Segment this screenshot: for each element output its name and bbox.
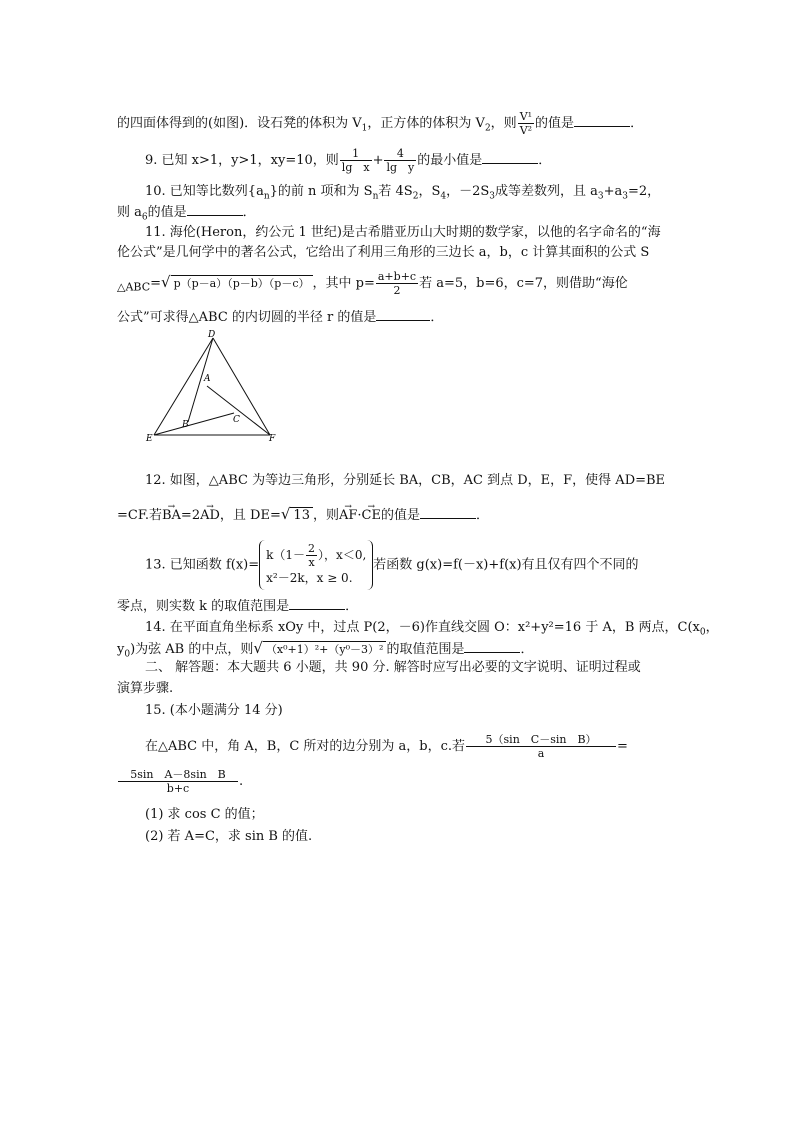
vector-ba: → BA [162,507,181,525]
p15-f1-num: 5（sin C－sin B） [466,733,616,747]
p10-t3: 若 4S [378,184,413,199]
p8-v2-sub: 2 [484,123,491,134]
p11-l4: 公式”可求得△ABC 的内切圆的半径 r 的值是 [117,310,377,325]
p13-c1-frac [306,542,317,569]
p9-frac-2 [384,147,416,174]
problem-15-question-1: (1) 求 cos C 的值； [145,807,264,822]
section-2-heading-line-2: 演算步骤. [117,681,174,696]
p10-t5: ，－2S [446,184,490,199]
line-ec [154,413,234,435]
p10-t8: =2， [628,184,661,199]
p9-tail: 的最小值是 [417,153,483,168]
p11-answer-blank [376,308,430,321]
p10-t6: 成等差数列，且 a [495,184,598,199]
p8-answer-blank [574,114,630,127]
p14-l1-sub: 0 [699,627,706,638]
p9-f2-num: 4 [384,147,416,161]
label-a: A [204,374,211,384]
p13-case-2: x²－2k，x ≥ 0. [266,571,353,585]
p11-eq: = [150,276,162,291]
p8-text-b: ，正方体的体积为 V [367,116,485,131]
label-b: B [182,420,189,430]
p15-text: 在△ABC 中，角 A，B，C 所对的边分别为 a，b，c.若 [145,739,466,754]
p13-c1-den: x [308,556,315,569]
p8-text-a: 的四面体得到的(如图)．设石凳的体积为 V [117,116,362,131]
p12-l2a: =CF.若 [117,508,162,523]
p9-plus: + [372,153,384,168]
p15-frac-2 [118,768,238,795]
p13-c1-num: 2 [308,542,316,555]
p10-l2a: 则 a [117,205,142,220]
p10-end: ． [242,205,256,220]
sqrt-icon: √ [161,273,171,291]
label-e: E [146,434,153,444]
p10-s4: 4 [440,191,447,202]
p15-frac-1 [466,733,616,760]
vector-af: → AF [339,507,357,525]
label-d: D [208,330,216,340]
p12-l2c: ，则 [312,508,339,523]
p15-f2-num: 5sin A－8sin B [118,768,238,782]
p13-c1a: k（1－ [266,548,306,562]
p14-l2a: y [117,642,125,657]
p10-t1: 10. 已知等比数列{a [145,184,264,199]
p9-f2-den: lg y [386,161,415,174]
p11-sub-abc: △ABC [117,280,151,294]
p8-v1-sub: 1 [361,123,368,134]
p11-sqrt-inner: p（p－a）（p－b）（p－c） [171,275,313,291]
p15-eq: = [617,739,628,754]
sqrt-icon: √ [280,505,291,523]
p8-text-c: ，则 [490,116,517,131]
p14-l1: 14. 在平面直角坐标系 xOy 中，过点 P(2，－6)作直线交圆 O：x²+y²=16 于 A，B 两点，C(x [145,620,700,635]
p12-eq2: =2 [180,508,201,523]
p13-c1-tail: ），x＜0, [318,548,367,562]
p11-after: 若 a=5，b=6，c=7，则借助“海伦 [419,276,628,291]
problem-10-line-1 [145,183,660,201]
problem-13-line-2 [117,597,358,616]
p9-end: ． [538,153,552,168]
p13-l2: 零点，则实数 k 的取值范围是 [117,599,290,614]
p13-case-1 [266,542,366,569]
p11-p-den: 2 [393,284,401,297]
p14-answer-blank [464,640,520,653]
sqrt-icon: √ [253,639,263,657]
p9-lead: 9. 已知 x>1，y>1，xy=10，则 [145,153,339,168]
p10-s2: n [372,191,379,202]
p11-p-frac [376,270,418,297]
piecewise-function [259,540,373,590]
p10-t2: }的前 n 项和为 S [269,184,373,199]
p13-end: ． [345,599,359,614]
p12-l2d: 的值是 [380,508,420,523]
p10-answer-blank [187,203,243,216]
p14-l1b: ， [705,620,719,635]
p10-s7: 3 [622,191,629,202]
p8-text-d: 的值是 [535,116,575,131]
p13-lead: 13. 已知函数 f(x)= [145,557,260,573]
problem-13-line-1 [145,540,639,590]
section-2-heading-line-1: 二、 解答题：本大题共 6 小题，共 90 分. 解答时应写出必要的文字说明、证明过程或 [145,660,641,675]
triangle-figure [140,328,290,446]
p10-t4: ，S [418,184,441,199]
problem-14-line-1 [145,619,719,637]
problem-15-question-2: (2) 若 A=C，求 sin B 的值. [145,829,313,844]
line-af [207,386,270,435]
label-f: F [269,434,276,444]
label-c: C [233,415,240,425]
p11-p-num: a+b+c [377,270,417,283]
problem-8-line [117,110,643,137]
p12-dot: · [357,508,362,523]
p12-l2b: ，且 DE= [219,508,281,523]
line-df [213,338,270,435]
p14-sqrt-inner: （x⁰+1）²+（y⁰－3）² [263,641,387,657]
p10-l2-sub: 6 [141,212,148,223]
p15-f1-den: a [537,747,545,760]
vector-ce: → CE [362,507,381,525]
p12-sqrt13: 13 [290,507,313,523]
p15-f2-den: b+c [166,782,190,795]
p15-f2-end: . [239,774,244,789]
p10-t7: +a [603,184,623,199]
p13-tail: 若函数 g(x)=f(－x)+f(x)有且仅有四个不同的 [373,557,639,573]
p10-s5: 3 [489,191,495,202]
p14-l2-sub: 0 [124,649,131,660]
p14-l2b: )为弦 AB 的中点，则 [130,642,254,657]
p14-l2c: 的取值范围是 [386,642,465,657]
p9-f1-num: 1 [340,147,372,161]
problem-11-line-2: 伦公式”是几何学中的著名公式，它给出了利用三角形的三边长 a，b，c 计算其面积的公式 S [117,245,650,260]
problem-11-line-1: 11. 海伦(Heron，约公元 1 世纪)是古希腊亚历山大时期的数学家，以他的名字命名的“海 [145,225,661,240]
p8-frac-den: V² [519,124,533,137]
p9-answer-blank [482,151,538,164]
problem-15-line-1 [145,733,628,760]
p9-f1-den: lg x [341,161,370,174]
p10-s3: 2 [412,191,419,202]
problem-9 [145,147,551,174]
p10-s1: n [263,191,270,202]
p10-s6: 3 [597,191,604,202]
problem-11-line-3 [117,270,628,297]
problem-11-line-4 [117,308,443,327]
problem-10-line-2 [117,203,256,222]
p12-end: ． [476,508,490,523]
p8-end: ． [630,116,644,131]
p9-frac-1 [340,147,372,174]
p11-end: ． [430,310,444,325]
problem-14-line-2 [117,639,533,659]
p10-l2b: 的值是 [147,205,187,220]
problem-15-heading: 15. (本小题满分 14 分) [145,703,283,718]
p14-end: ． [520,642,534,657]
problem-12-line-2 [117,505,489,525]
problem-15-line-2 [117,768,243,795]
p13-answer-blank [289,597,345,610]
p8-fraction [518,110,534,137]
p12-answer-blank [420,506,476,519]
p8-frac-num: V¹ [519,110,533,123]
p11-mid: ，其中 p= [312,276,375,291]
problem-12-line-1: 12. 如图，△ABC 为等边三角形，分别延长 BA，CB，AC 到点 D，E，F，使得 AD=BE [145,473,666,488]
vector-ad: → AD [200,507,220,525]
